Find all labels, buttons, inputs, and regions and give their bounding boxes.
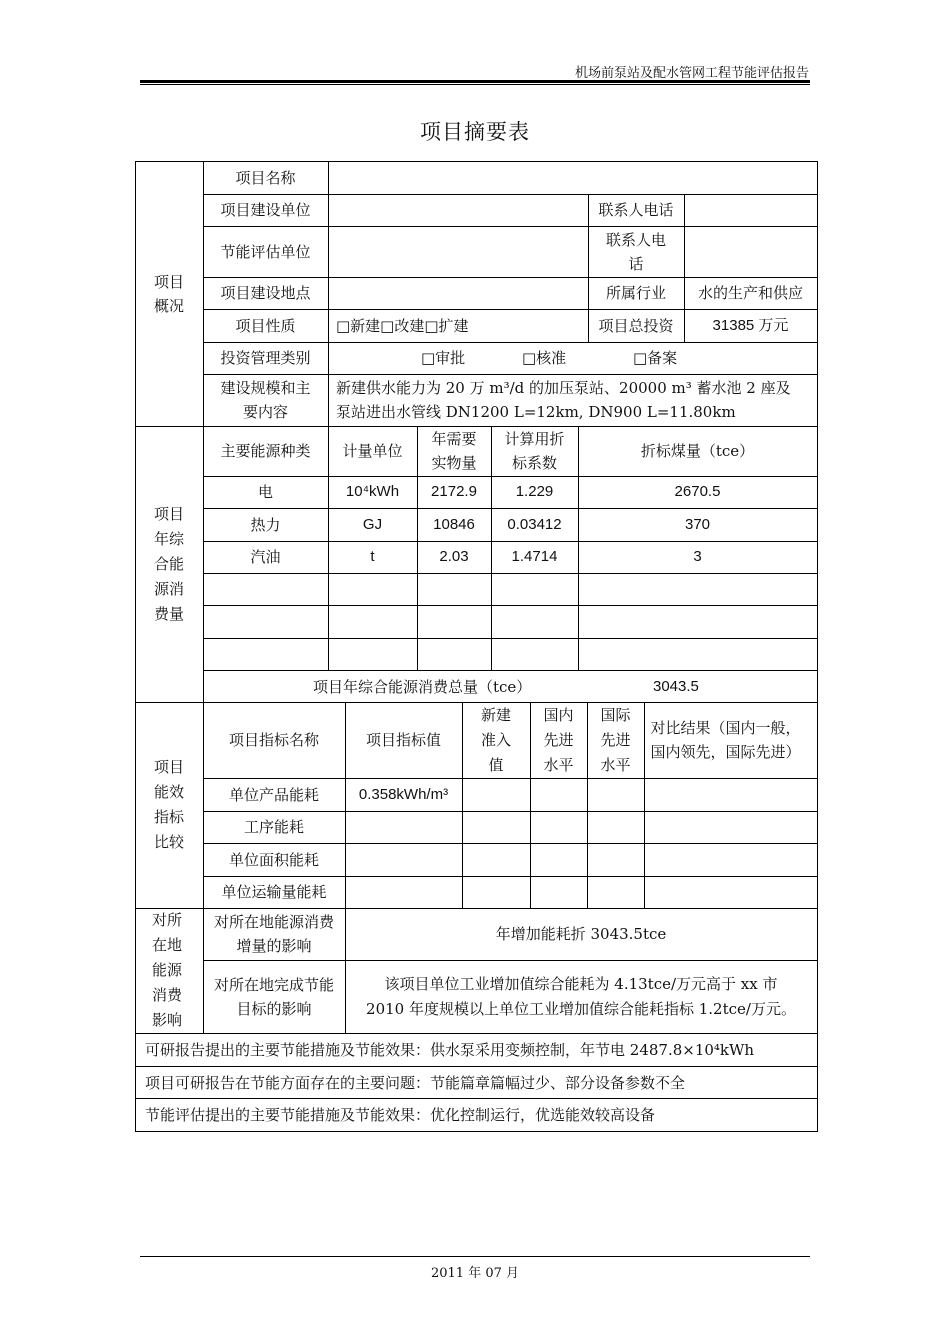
value-target-impact: 该项目单位工业增加值综合能耗为 4.13tce/万元高于 xx 市 2010 年度规模以上单位工业增加值综合能耗指标 1.2tce/万元。 <box>366 975 796 1018</box>
section-label-overview: 项目概况 <box>153 272 184 315</box>
th-indicator-value: 项目指标值 <box>365 731 441 749</box>
field-project-name[interactable] <box>328 161 817 194</box>
energy-type-heat: 热力 <box>250 515 281 534</box>
th-comparison-result: 对比结果（国内一般，国内领先，国际先进） <box>650 719 801 761</box>
header-rule-thin <box>140 84 810 85</box>
header-rule-thick <box>140 80 810 83</box>
th-unit: 计量单位 <box>342 442 403 460</box>
indicator-unit-area: 单位面积能耗 <box>228 850 319 869</box>
field-contact-phone[interactable] <box>684 194 817 226</box>
page-title: 项目摘要表 <box>420 120 530 144</box>
field-evaluator[interactable] <box>328 226 588 277</box>
value-scale: 新建供水能力为 20 万 m³/d 的加压泵站、20000 m³ 蓄水池 2 座及 泵站进出水管线 DN1200 L=12km, DN900 L=11.80km <box>336 379 791 421</box>
value-unit-product: 0.358kWh/m³ <box>358 785 449 803</box>
note-feasibility-measures: 可研报告提出的主要节能措施及节能效果：供水泵采用变频控制，年节电 2487.8×10⁴kWh <box>145 1041 755 1059</box>
label-builder: 项目建设单位 <box>220 201 311 219</box>
label-location: 项目建设地点 <box>220 284 311 302</box>
indicator-transport: 单位运输量能耗 <box>221 883 327 901</box>
factor-gasoline: 1.4714 <box>511 548 558 565</box>
label-contact-phone-2: 联系人电话 <box>605 230 666 273</box>
energy-type-electricity: 电 <box>257 483 273 501</box>
factor-electricity: 1.229 <box>515 483 554 500</box>
energy-type-gasoline: 汽油 <box>250 548 281 566</box>
label-mgmt-category: 投资管理类别 <box>220 349 311 367</box>
label-nature: 项目性质 <box>235 316 296 335</box>
label-investment: 项目总投资 <box>598 316 674 335</box>
footer-date: 2011 年 07 月 <box>430 1266 520 1281</box>
qty-electricity: 2172.9 <box>431 483 477 500</box>
label-project-name: 项目名称 <box>235 168 296 187</box>
note-evaluation-measures: 节能评估提出的主要节能措施及节能效果：优化控制运行，优选能效较高设备 <box>145 1106 656 1124</box>
label-industry: 所属行业 <box>605 284 666 302</box>
value-consumption-impact: 年增加能耗折 3043.5tce <box>495 925 667 943</box>
label-consumption-impact: 对所在地能源消费增量的影响 <box>214 913 335 955</box>
nature-checkboxes[interactable]: □新建□改建□扩建 <box>336 316 469 335</box>
section-label-local-impact: 对所在地能源消费影响 <box>152 911 183 1029</box>
checkbox-approval[interactable]: □审批 <box>421 349 466 367</box>
field-location[interactable] <box>328 277 588 309</box>
th-entry-value: 新建准入值 <box>480 705 511 774</box>
qty-heat: 10846 <box>433 515 475 533</box>
value-investment: 31385 万元 <box>712 316 789 334</box>
running-header: 机场前泵站及配水管网工程节能评估报告 <box>574 66 809 81</box>
label-target-impact: 对所在地完成节能目标的影响 <box>214 975 335 1018</box>
indicator-process: 工序能耗 <box>243 818 304 836</box>
footer-rule <box>140 1256 810 1257</box>
th-indicator-name: 项目指标名称 <box>228 731 319 749</box>
label-scale: 建设规模和主要内容 <box>220 379 311 421</box>
th-international-advanced: 国际先进水平 <box>600 705 631 774</box>
section-label-efficiency: 项目能效指标比较 <box>153 758 184 851</box>
label-total-energy: 项目年综合能源消费总量（tce） <box>313 678 532 696</box>
th-domestic-advanced: 国内先进水平 <box>543 705 574 774</box>
factor-heat: 0.03412 <box>507 515 562 533</box>
th-annual-quantity: 年需要实物量 <box>431 430 477 472</box>
unit-gasoline: t <box>370 548 375 565</box>
indicator-unit-product: 单位产品能耗 <box>228 785 319 804</box>
label-evaluator: 节能评估单位 <box>220 242 311 261</box>
th-conversion-factor: 计算用折标系数 <box>504 430 565 472</box>
checkbox-filing[interactable]: □备案 <box>633 349 678 367</box>
field-builder[interactable] <box>328 194 588 226</box>
unit-heat: GJ <box>362 515 383 533</box>
tce-electricity: 2670.5 <box>674 483 721 500</box>
th-coal-equivalent: 折标煤量（tce） <box>640 442 755 460</box>
value-total-energy: 3043.5 <box>653 678 699 695</box>
value-industry: 水的生产和供应 <box>697 284 803 302</box>
tce-heat: 370 <box>684 515 711 533</box>
checkbox-verification[interactable]: □核准 <box>522 349 567 367</box>
note-feasibility-problems: 项目可研报告在节能方面存在的主要问题：节能篇章篇幅过少、部分设备参数不全 <box>145 1074 686 1092</box>
th-energy-type: 主要能源种类 <box>220 442 311 460</box>
field-contact-phone-2[interactable] <box>684 226 817 277</box>
tce-gasoline: 3 <box>693 548 702 565</box>
section-label-energy: 项目年综合能源消费量 <box>153 504 184 623</box>
unit-electricity: 10⁴kWh <box>345 483 400 500</box>
qty-gasoline: 2.03 <box>439 548 469 565</box>
label-contact-phone: 联系人电话 <box>598 201 674 219</box>
